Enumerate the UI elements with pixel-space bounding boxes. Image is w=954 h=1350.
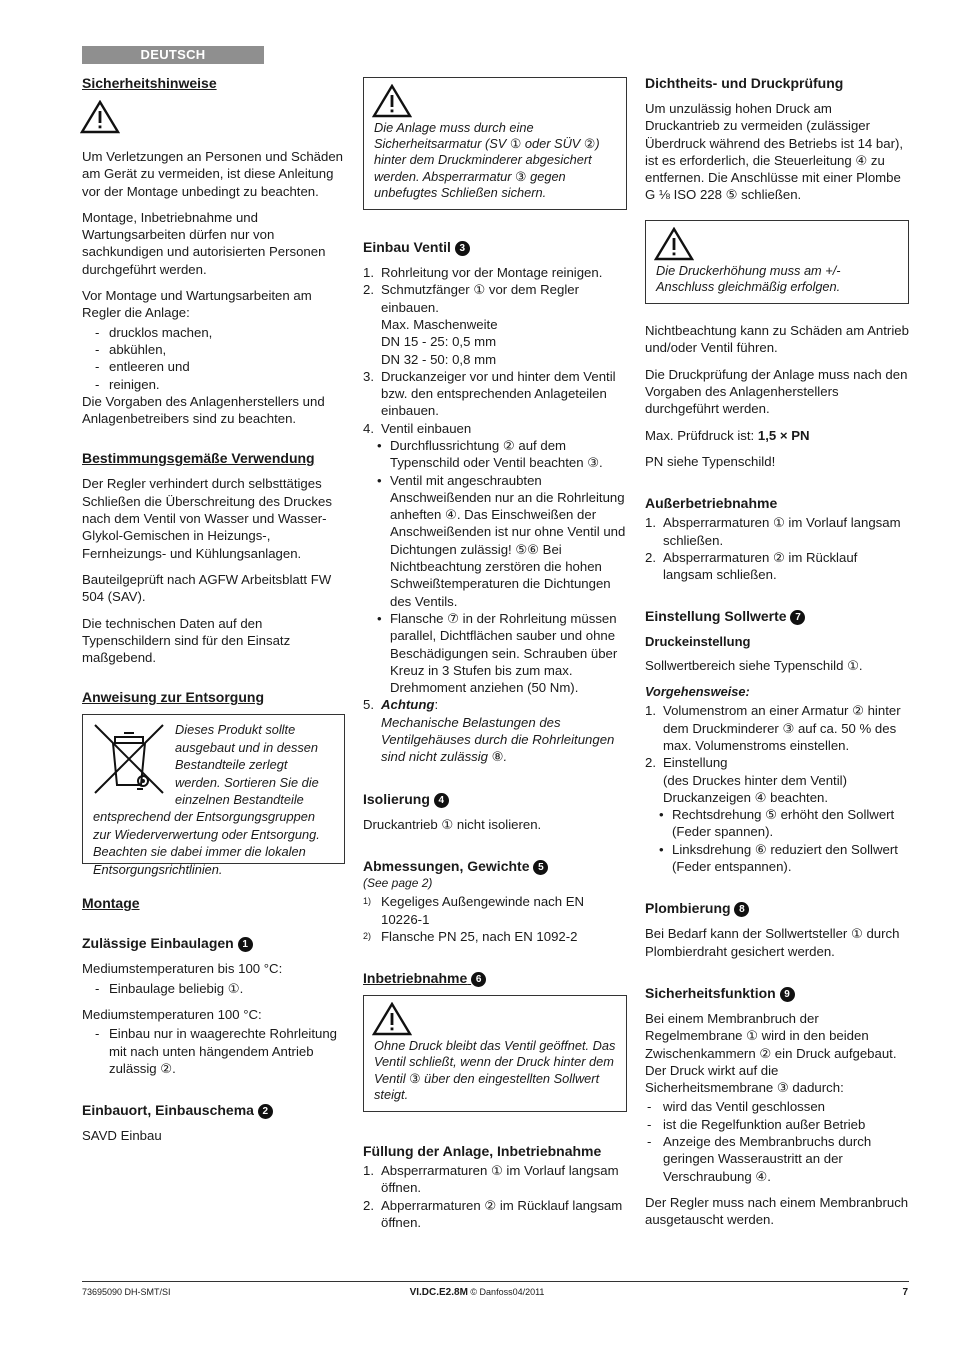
warning-triangle-icon: [80, 100, 120, 134]
location-paragraph: SAVD Einbau: [82, 1128, 162, 1144]
list-item: 5. Achtung: Mechanische Belastungen des Ventilgehäuses durch die Rohrleitungen sind nicht zulässig ⑧.: [363, 697, 615, 765]
step-text: (des Druckes hinter dem Ventil): [663, 772, 847, 788]
section-title-sealing: [645, 899, 909, 917]
pressure-test-paragraph-5: PN siehe Typenschild!: [645, 453, 776, 469]
location-title: Einbauort, Einbauschema: [82, 1102, 254, 1119]
section-title-montage: Montage: [82, 895, 140, 912]
list-item: 1. Volumenstrom an einer Armatur ② hinter dem Druckminderer ③ auf ca. 50 % des max. Volumenstroms einstellen.: [645, 703, 901, 753]
list-item: 2. Schmutzfänger ① vor dem Regler einbauen. Max. Maschenweite DN 15 - 25: 0,5 mm DN 32 - 50: 0,8 mm: [363, 282, 579, 367]
procedure-label: Vorgehensweise:: [645, 684, 750, 700]
list-item: • Linksdrehung ⑥ reduziert den Sollwert (Feder entspannen).: [663, 841, 909, 876]
list-item: 2. Absperrarmaturen ② im Rücklauf langsam schließen.: [645, 549, 858, 583]
caution-text: Mechanische Belastungen des Ventilgehäuses durch die Rohrleitungen sind nicht zulässig ⑧.: [381, 714, 615, 765]
step-text: Max. Maschenweite: [381, 316, 498, 332]
language-tab: DEUTSCH: [82, 46, 264, 64]
insulation-paragraph: Druckantrieb ① nicht isolieren.: [363, 816, 542, 832]
list-item: 4. Ventil einbauen • Durchflussrichtung ② auf dem Typenschild oder Ventil beachten ③. • Ventil mit angeschraubten Anschweißenden nur an die Rohrleitung anheften ④. Das Einschweißen der Anschweißenden ist nur ohne Ventil und Dichtungen zulässig! ⑤⑥ Bei Nichtbeachtung zerstören die hohen Schweißtemperaturen die Dichtungen des Ventils. • Flansche ⑦ in der Rohrleitung müssen parallel, Dichtflächen sauber und ohne Beschädigungen sein. Schrauben über Kreuz in 3 Stufen bis zum max. Drehmoment anziehen (50 Nm).: [363, 420, 627, 697]
step-text: Absperrarmaturen ① im Vorlauf langsam öffnen.: [381, 1162, 619, 1196]
footer-doc-number: 73695090 DH-SMT/SI: [82, 1287, 171, 1297]
sealing-paragraph: Bei Bedarf kann der Sollwertsteller ① durch Plombierdraht gesichert werden.: [645, 926, 900, 959]
step-text: Volumenstrom an einer Armatur ② hinter dem Druckminderer ③ auf ca. 50 % des max. Volumenstroms einstellen.: [663, 703, 901, 753]
section-title-location: [82, 1101, 345, 1119]
pressure-test-paragraph-1: Um unzulässig hohen Druck am Druckantrieb zu vermeiden (zulässiger Überdruck während des Betriebs ist 14 bar), ist es erforderlich, die Steuerleitung ④ zu entfernen. Die Anschlüsse mit einer Plombe G ⅛ ISO 228 ⑤ schließen.: [645, 101, 904, 203]
list-item: • Durchflussrichtung ② auf dem Typenschild oder Ventil beachten ③.: [381, 437, 627, 472]
disposal-box: [82, 714, 345, 877]
safety-paragraph-3: Vor Montage und Wartungsarbeiten am Regler die Anlage:: [82, 288, 312, 321]
figure-badge: 5: [533, 860, 548, 875]
list-item: • Flansche ⑦ in der Rohrleitung müssen parallel, Dichtflächen sauber und ohne Beschädigungen sein. Schrauben über Kreuz in 3 Stufen bis zum max. Drehmoment anziehen (50 Nm).: [381, 610, 627, 696]
safety-paragraph-2: Montage, Inbetriebnahme und Wartungsarbeiten dürfen nur von sachkundigen und autorisierten Personen durchgeführt werden.: [82, 209, 326, 277]
list-item: - drucklos machen,: [82, 324, 345, 341]
warning-box-pressure: [645, 220, 909, 304]
figure-badge: 3: [455, 241, 470, 256]
section-title-commissioning: [363, 969, 627, 987]
crossed-out-bin-icon: [93, 723, 167, 799]
pressure-test-paragraph-3: Die Druckprüfung der Anlage muss nach den Vorgaben des Anlagenherstellers durchgeführt werden.: [645, 366, 908, 417]
list-item: - wird das Ventil geschlossen: [645, 1098, 909, 1115]
section-title-insulation: [363, 790, 627, 808]
section-title-safety: Sicherheitshinweise: [82, 75, 217, 91]
safety-list: [82, 324, 345, 393]
warning-triangle-icon: [654, 227, 694, 261]
list-item: - abkühlen,: [82, 341, 345, 358]
safety-function-paragraph-2: Der Regler muss nach einem Membranbruch ausgetauscht werden.: [645, 1194, 909, 1228]
caution-label: Achtung: [381, 697, 435, 713]
safety-function-title: Sicherheitsfunktion: [645, 984, 776, 1001]
setpoint-steps: [645, 702, 909, 875]
valve-install-bullets: [381, 437, 627, 696]
setpoint-paragraph: Sollwertbereich siehe Typenschild ①.: [645, 657, 863, 673]
safety-paragraph-4: Die Vorgaben des Anlagenherstellers und Anlagenbetreibers sind zu beachten.: [82, 393, 325, 427]
section-title-safety-function: [645, 984, 909, 1002]
setpoint-bullets: [663, 806, 909, 875]
safety-paragraph-1: Um Verletzungen an Personen und Schäden am Gerät zu vermeiden, ist diese Anleitung vor der Montage unbedingt zu beachten.: [82, 149, 343, 199]
max-pressure-label: Max. Prüfdruck ist:: [645, 427, 758, 443]
list-item: 3. Druckanzeiger vor und hinter dem Ventil bzw. den entsprechenden Anlageteilen einbauen.: [363, 368, 616, 419]
warning-triangle-icon: [372, 84, 412, 118]
column-2: [363, 77, 627, 1231]
intended-use-paragraph-1: Der Regler verhindert durch selbsttätiges Schließen die Überschreitung des Druckes nach dem Ventil von Wasser und Wasser-Glykol-Gemischen in Heizungs-, Fernheizungs- und Kühlungsanlagen.: [82, 476, 332, 561]
figure-badge: 9: [780, 987, 795, 1002]
max-pressure-value: 1,5 × PN: [757, 427, 810, 443]
warning-triangle-icon: [372, 1002, 412, 1036]
positions-paragraph-1: Mediumstemperaturen bis 100 °C:: [82, 961, 283, 977]
warning-text: Die Druckerhöhung muss am +/- Anschluss gleichmäßig erfolgen.: [656, 262, 841, 294]
valve-install-title: Einbau Ventil: [363, 239, 451, 256]
footer-code: VI.DC.E2.8M: [409, 1287, 468, 1298]
warning-text: Ohne Druck bleibt das Ventil geöffnet. Das Ventil schließt, wenn der Druck hinter dem Ventil ③ über den eingestellten Sollwert steigt.: [374, 1038, 616, 1102]
list-item: - Einbau nur in waagerechte Rohrleitung mit nach unten hängendem Antrieb zulässig ②.: [82, 1025, 345, 1077]
dimensions-note-2: 2) Flansche PN 25, nach EN 1092-2: [363, 928, 578, 944]
section-title-pressure-test: Dichtheits- und Druckprüfung: [645, 75, 844, 91]
safety-function-list: [645, 1098, 909, 1184]
figure-badge: 2: [258, 1104, 273, 1119]
section-title-setpoint: [645, 607, 909, 625]
step-text: Schmutzfänger ① vor dem Regler einbauen.: [381, 282, 579, 315]
note-text: Flansche PN 25, nach EN 1092-2: [381, 928, 578, 944]
step-text: Ventil einbauen: [381, 420, 472, 436]
figure-badge: 6: [471, 972, 486, 987]
list-item: - Einbaulage beliebig ①.: [82, 980, 345, 997]
section-title-disposal: Anweisung zur Entsorgung: [82, 689, 264, 706]
footer-center: [0, 1287, 954, 1298]
sealing-title: Plombierung: [645, 900, 731, 917]
positions-list-2: [82, 1025, 345, 1077]
figure-badge: 1: [238, 937, 253, 952]
column-3: [645, 74, 909, 1237]
valve-install-steps: [363, 264, 627, 766]
pressure-test-paragraph-4: [645, 427, 909, 444]
list-item: - reinigen.: [82, 376, 345, 393]
list-item: - Anzeige des Membranbruchs durch geringen Wasseraustritt an der Verschraubung ④.: [645, 1133, 909, 1185]
step-text: Einstellung: [663, 755, 728, 771]
list-item: 2. Abperrarmaturen ② im Rücklauf langsam öffnen.: [363, 1197, 623, 1230]
list-item: - ist die Regelfunktion außer Betrieb: [645, 1116, 909, 1133]
step-text: Absperrarmaturen ② im Rücklauf langsam schließen.: [663, 549, 858, 583]
positions-title: Zulässige Einbaulagen: [82, 935, 234, 952]
commissioning-title: Inbetriebnahme: [363, 970, 468, 987]
step-text: Rohrleitung vor der Montage reinigen.: [381, 265, 603, 281]
step-text: Abperrarmaturen ② im Rücklauf langsam öffnen.: [381, 1197, 623, 1230]
step-text: DN 15 - 25: 0,5 mm: [381, 334, 497, 350]
step-text: Druckanzeigen ④ beachten.: [663, 789, 829, 805]
figure-badge: 8: [734, 902, 749, 917]
column-1: [82, 74, 345, 1154]
pressure-test-paragraph-2: Nichtbeachtung kann zu Schäden am Antrieb und/oder Ventil führen.: [645, 323, 909, 356]
disposal-text: Dieses Produkt sollte ausgebaut und in dessen Bestandteile zerlegt werden. Sortieren Sie die einzelnen Bestandteile entsprechend der Entsorgungsgruppen zur Wiederverwertung oder Entsorgung. Beachten sie dabei immer die lokalen Entsorgungsrichtlinien.: [93, 722, 320, 877]
intended-use-paragraph-3: Die technischen Daten auf den Typenschildern sind für den Einsatz maßgebend.: [82, 615, 291, 666]
list-item: 1. Absperrarmaturen ① im Vorlauf langsam schließen.: [645, 515, 901, 548]
figure-badge: 7: [790, 610, 805, 625]
positions-list-1: [82, 980, 345, 997]
list-item: 1. Rohrleitung vor der Montage reinigen.: [363, 265, 603, 281]
step-text: Absperrarmaturen ① im Vorlauf langsam schließen.: [663, 515, 901, 548]
list-item: • Ventil mit angeschraubten Anschweißenden nur an die Rohrleitung anheften ④. Das Einschweißen der Anschweißenden ist nur ohne Ventil und Dichtungen zulässig! ⑤⑥ Bei Nichtbeachtung zerstören die hohen Schweißtemperaturen die Dichtungen des Ventils.: [381, 472, 627, 610]
footer-copyright: © Danfoss04/2011: [467, 1287, 545, 1297]
setpoint-subtitle: Druckeinstellung: [645, 634, 751, 650]
list-item: 2. Einstellung (des Druckes hinter dem Ventil) Druckanzeigen ④ beachten. • Rechtsdrehung ⑤ erhöht den Sollwert (Feder spannen). • Linksdrehung ⑥ reduziert den Sollwert (Feder entspannen).: [645, 754, 909, 875]
warning-box-safety-valve: [363, 77, 627, 210]
step-text: DN 32 - 50: 0,8 mm: [381, 351, 497, 367]
insulation-title: Isolierung: [363, 790, 430, 807]
section-title-positions: [82, 934, 345, 952]
section-title-valve-install: [363, 238, 627, 256]
section-title-dimensions: [363, 857, 627, 875]
section-title-decommissioning: Außerbetriebnahme: [645, 495, 778, 512]
note-text: Kegeliges Außengewinde nach EN 10226-1: [381, 894, 585, 927]
safety-function-paragraph-1: Bei einem Membranbruch der Regelmembrane ① wird in den beiden Zwischenkammern ② ein Druck aufgebaut. Der Druck wirkt auf die Sicherheitsmembrane ③ dadurch:: [645, 1010, 897, 1096]
setpoint-title: Einstellung Sollwerte: [645, 608, 787, 625]
page-number: 7: [902, 1287, 908, 1298]
dimensions-title: Abmessungen, Gewichte: [363, 857, 530, 874]
list-item: - entleeren und: [82, 358, 345, 375]
section-title-filling: Füllung der Anlage, Inbetriebnahme: [363, 1142, 602, 1159]
section-title-intended-use: Bestimmungsgemäße Verwendung: [82, 450, 315, 467]
decommissioning-steps: [645, 514, 909, 583]
warning-text: Die Anlage muss durch eine Sicherheitsarmatur (SV ① oder SÜV ②) hinter dem Druckminderer abgesichert werden. Absperrarmatur ③ gegen unbefugtes Schließen sichern.: [374, 120, 600, 200]
filling-steps: [363, 1162, 627, 1231]
footer-divider: [82, 1281, 909, 1282]
list-item: 1. Absperrarmaturen ① im Vorlauf langsam öffnen.: [363, 1162, 619, 1196]
warning-box-commissioning: [363, 995, 627, 1112]
step-text: Druckanzeiger vor und hinter dem Ventil bzw. den entsprechenden Anlageteilen einbauen.: [381, 368, 616, 419]
positions-paragraph-2: Mediumstemperaturen 100 °C:: [82, 1007, 262, 1023]
list-item: • Rechtsdrehung ⑤ erhöht den Sollwert (Feder spannen).: [663, 806, 909, 841]
figure-badge: 4: [434, 793, 449, 808]
dimensions-see-page: (See page 2): [363, 875, 433, 890]
dimensions-note-1: 1) Kegeliges Außengewinde nach EN 10226-1: [363, 894, 585, 927]
intended-use-paragraph-2: Bauteilgeprüft nach AGFW Arbeitsblatt FW 504 (SAV).: [82, 571, 332, 605]
